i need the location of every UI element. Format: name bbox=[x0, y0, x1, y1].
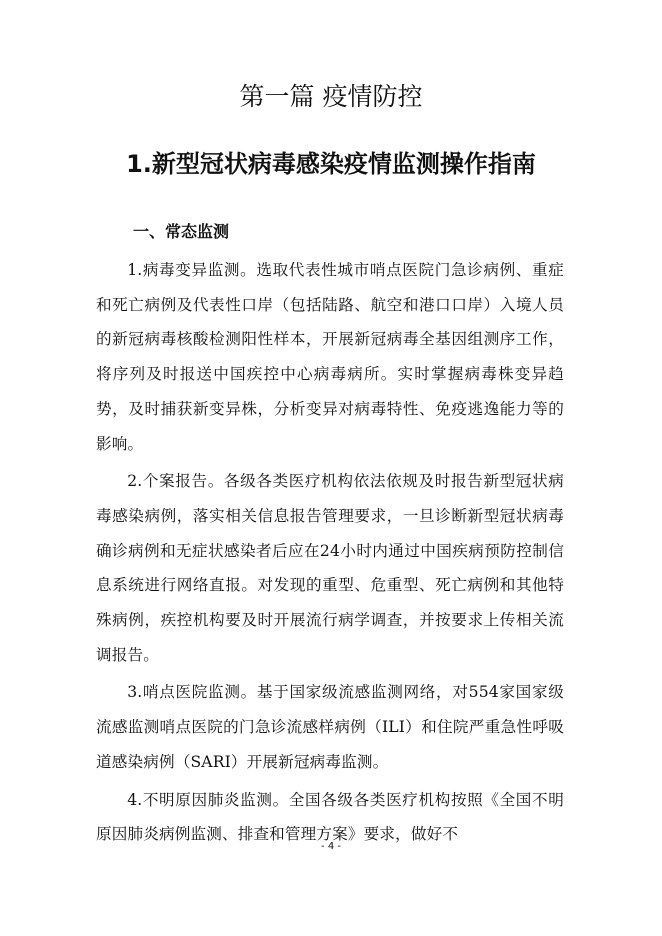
page-number: - 4 - bbox=[321, 841, 341, 852]
chapter-title: 1.新型冠状病毒感染疫情监测操作指南 bbox=[126, 150, 536, 178]
paragraph-unknown-pneumonia-monitoring: 4.不明原因肺炎监测。全国各级各类医疗机构按照《全国不明原因肺炎病例监测、排查和管理方案》要求，做好不 bbox=[96, 790, 564, 844]
paragraph-case-reporting: 2.个案报告。各级各类医疗机构依法依规及时报告新型冠状病毒感染病例，落实相关信息报告管理要求，一旦诊断新型冠状病毒确诊病例和无症状感染者后应在24小时内通过中国疾病预防控制信息系统进行网络直报。对发现的重型、危重型、死亡病例和其他特殊病例，疾控机构要及时开展流行病学调查，并按要求上传相关流调报告。 bbox=[96, 472, 564, 664]
section-heading: 一、常态监测 bbox=[133, 222, 230, 241]
document-body bbox=[96, 253, 564, 855]
paragraph-sentinel-hospital-monitoring: 3.哨点医院监测。基于国家级流感监测网络，对554家国家级流感监测哨点医院的门急诊流感样病例（ILI）和住院严重急性呼吸道感染病例（SARI）开展新冠病毒监测。 bbox=[96, 683, 564, 771]
paragraph-virus-variant-monitoring: 1.病毒变异监测。选取代表性城市哨点医院门急诊病例、重症和死亡病例及代表性口岸（包括陆路、航空和港口口岸）入境人员的新冠病毒核酸检测阳性样本，开展新冠病毒全基因组测序工作，将序列及时报送中国疾控中心病毒病所。实时掌握病毒株变异趋势，及时捕获新变异株，分析变异对病毒特性、免疫逃逸能力等的影响。 bbox=[96, 261, 564, 453]
part-title: 第一篇 疫情防控 bbox=[239, 82, 423, 111]
